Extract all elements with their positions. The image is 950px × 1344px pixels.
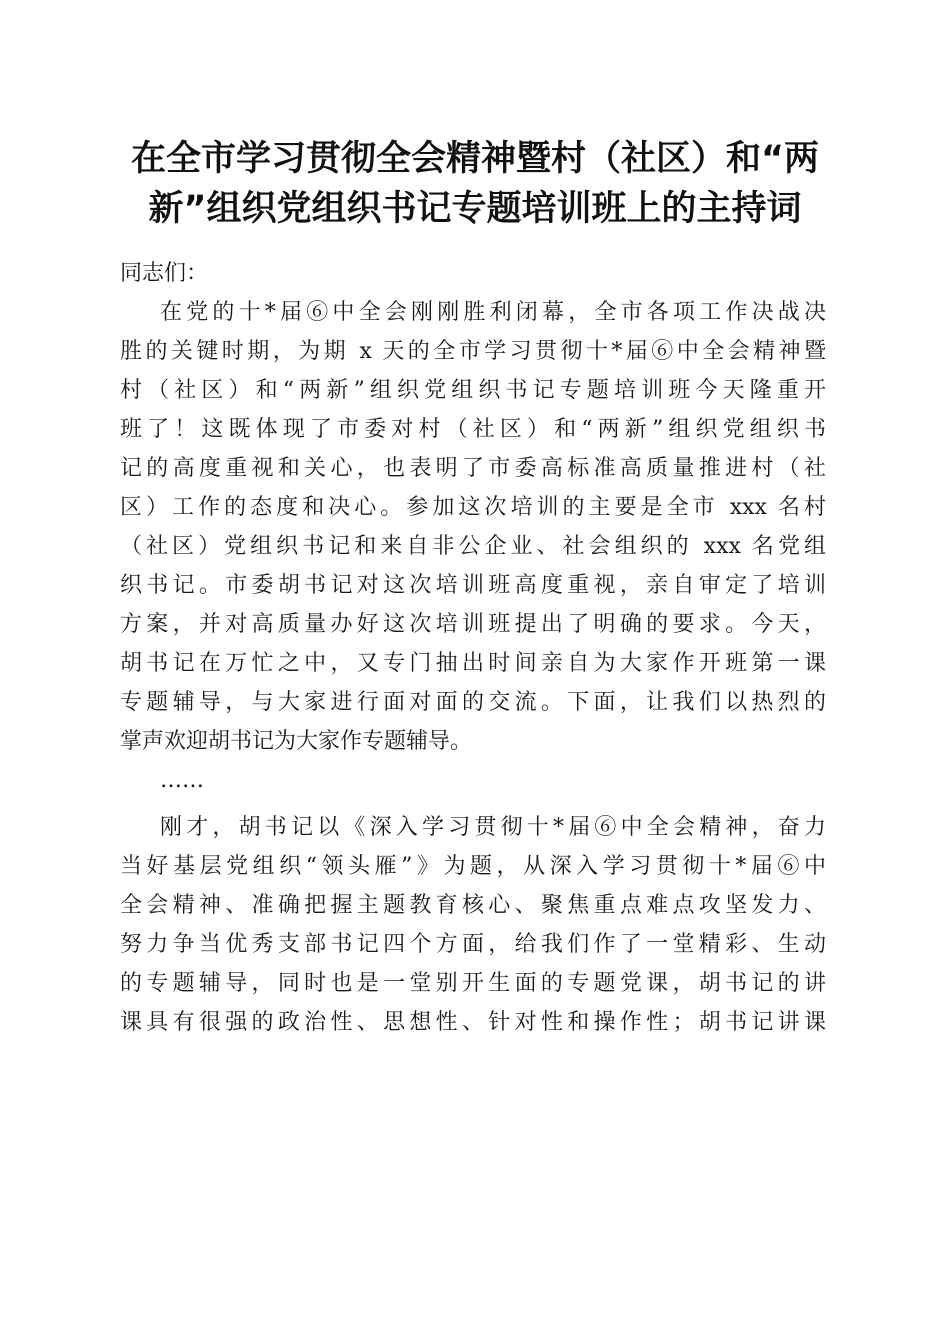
paragraph-1-line: 记的高度重视和关心，也表明了市委高标准高质量推进村（社: [120, 456, 826, 481]
paragraph-1: [120, 293, 826, 761]
paragraph-1-line: （社区）党组织书记和来自非公企业、社会组织的 xxx 名党组: [120, 534, 826, 559]
salutation: 同志们：: [120, 261, 209, 286]
paragraph-1-line: 在党的十*届⑥中全会刚刚胜利闭幕，全市各项工作决战决: [160, 300, 826, 325]
paragraph-1-line: 区）工作的态度和决心。参加这次培训的主要是全市 xxx 名村: [120, 495, 826, 520]
paragraph-2: [120, 808, 826, 1042]
ellipsis: ……: [160, 768, 204, 793]
paragraph-1-line: 班了！这既体现了市委对村（社区）和“两新”组织党组织书: [120, 417, 826, 442]
paragraph-2-line: 全会精神、准确把握主题教育核心、聚焦重点难点攻坚发力、: [120, 893, 826, 918]
title-line-1: 在全市学习贯彻全会精神暨村（社区）和“两: [130, 139, 819, 179]
paragraph-1-line: 织书记。市委胡书记对这次培训班高度重视，亲自审定了培训: [120, 573, 826, 598]
paragraph-1-line: 村（社区）和“两新”组织党组织书记专题培训班今天隆重开: [120, 378, 826, 403]
paragraph-gap: [120, 800, 826, 808]
paragraph-2-line: 努力争当优秀支部书记四个方面，给我们作了一堂精彩、生动: [120, 932, 826, 957]
paragraph-2-line: 刚才，胡书记以《深入学习贯彻十*届⑥中全会精神，奋力: [160, 815, 826, 840]
paragraph-2-line: 的专题辅导，同时也是一堂别开生面的专题党课，胡书记的讲: [120, 971, 826, 996]
paragraph-1-line: 掌声欢迎胡书记为大家作专题辅导。: [120, 729, 473, 754]
paragraph-2-line: 课具有很强的政治性、思想性、针对性和操作性；胡书记讲课: [120, 1010, 826, 1035]
title-line-2: 新”组织党组织书记专题培训班上的主持词: [148, 189, 802, 229]
document-body: [120, 254, 826, 1042]
paragraph-1-line: 胡书记在万忙之中，又专门抽出时间亲自为大家作开班第一课: [120, 651, 826, 676]
paragraph-1-line: 胜的关键时期，为期 x 天的全市学习贯彻十*届⑥中全会精神暨: [120, 339, 826, 364]
paragraph-1-line: 方案，并对高质量办好这次培训班提出了明确的要求。今天，: [120, 612, 826, 637]
paragraph-1-line: 专题辅导，与大家进行面对面的交流。下面，让我们以热烈的: [120, 690, 826, 715]
document-title: [100, 134, 850, 234]
paragraph-2-line: 当好基层党组织“领头雁”》为题，从深入学习贯彻十*届⑥中: [120, 854, 826, 879]
